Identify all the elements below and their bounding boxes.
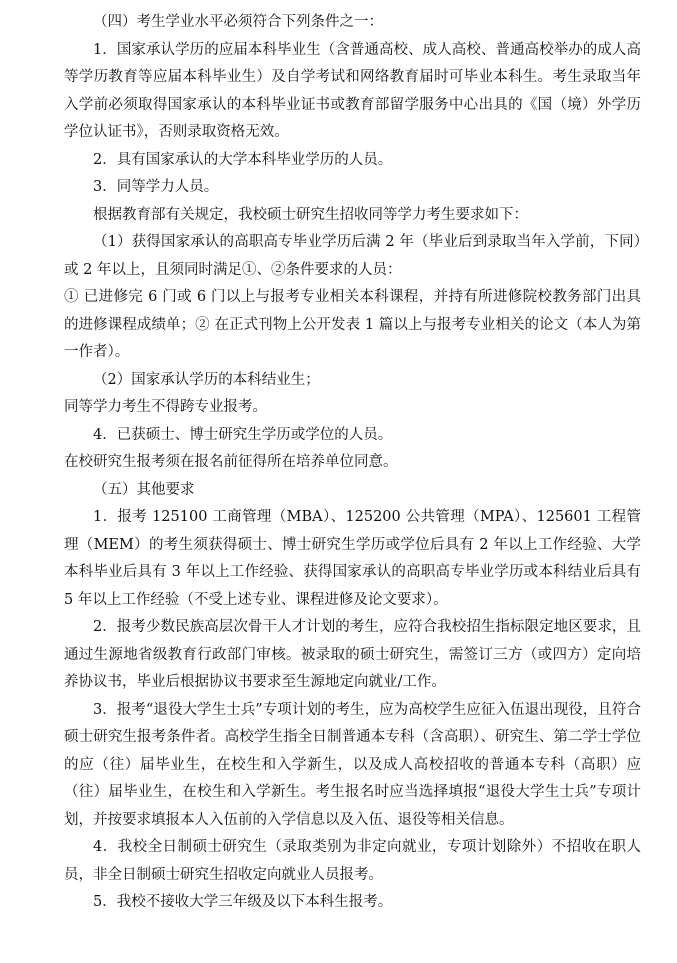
paragraph-equivalent-2: （2）国家承认学历的本科结业生； xyxy=(93,371,320,388)
section-heading-four: （四）考生学业水平必须符合下列条件之一： xyxy=(93,14,383,30)
paragraph-equivalent-intro: 根据教育部有关规定，我校硕士研究生招收同等学力考生要求如下： xyxy=(93,206,528,223)
paragraph-item-3: 3．同等学力人员。 xyxy=(93,179,219,195)
paragraph-conditions: ① 已进修完 6 门或 6 门以上与报考专业相关本科课程，并持有所进修院校教务部门出具的进修课程成绩单；② 在正式刊物上公开发表 1 篇以上与报考专业相关的论文（本人为第一作者）。 xyxy=(64,289,641,360)
paragraph-item-2: 2．具有国家承认的大学本科毕业学历的人员。 xyxy=(93,151,393,168)
paragraph-item-1: 1．国家承认学历的应届本科毕业生（含普通高校、成人高校、普通高校举办的成人高等学历教育等应届本科毕业生）及自学考试和网络教育届时可毕业本科生。考生录取当年入学前必须取得国家承认的本科毕业证书或教育部留学服务中心出具的《国（境）外学历学位认证书》，否则录取资格无效。 xyxy=(64,41,641,140)
section-heading-five: （五）其他要求 xyxy=(93,481,195,498)
paragraph-current-students: 在校研究生报考须在报名前征得所在培养单位同意。 xyxy=(64,454,398,470)
paragraph-no-cross-major: 同等学力考生不得跨专业报考。 xyxy=(64,399,267,415)
paragraph-other-1: 1．报考 125100 工商管理（MBA）、125200 公共管理（MPA）、125601 工程管理（MEM）的考生须获得硕士、博士研究生学历或学位后具有 2 年以上工作经验、大学本科毕业后具有 3 年以上工作经验、获得国家承认的高职高专毕业学历或本科结业后具有 5 年以上工作经验（不受上述专业、课程进修及论文要求）。 xyxy=(64,509,641,608)
paragraph-other-2: 2．报考少数民族高层次骨干人才计划的考生，应符合我校招生指标限定地区要求，且通过生源地省级教育行政部门审核。被录取的硕士研究生，需签订三方（或四方）定向培养协议书，毕业后根据协议书要求至生源地定向就业/工作。 xyxy=(64,619,641,690)
paragraph-item-4: 4．已获硕士、博士研究生学历或学位的人员。 xyxy=(93,426,393,443)
paragraph-equivalent-1: （1）获得国家承认的高职高专毕业学历后满 2 年（毕业后到录取当年入学前，下同）或 2 年以上，且须同时满足①、②条件要求的人员： xyxy=(64,234,641,278)
paragraph-other-3: 3．报考“退役大学生士兵”专项计划的考生，应为高校学生应征入伍退出现役，且符合硕士研究生报考条件者。高校学生指全日制普通本专科（含高职）、研究生、第二学士学位的应（往）届毕业生，在校生和入学新生，以及成人高校招收的普通本专科（高职）应（往）届毕业生，在校生和入学新生。考生报名时应当选择填报“退役大学生士兵”专项计划，并按要求填报本人入伍前的入学信息以及入伍、退役等相关信息。 xyxy=(64,701,641,828)
paragraph-other-4: 4．我校全日制硕士研究生（录取类别为非定向就业，专项计划除外）不招收在职人员，非全日制硕士研究生招收定向就业人员报考。 xyxy=(64,839,641,883)
paragraph-other-5: 5．我校不接收大学三年级及以下本科生报考。 xyxy=(93,894,393,910)
